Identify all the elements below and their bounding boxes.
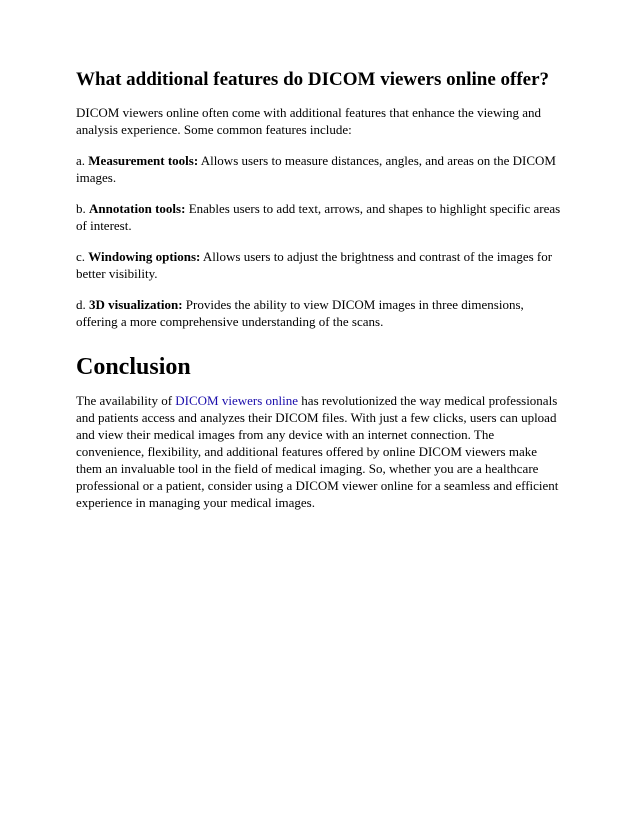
feature-description: Allows users to adjust the brightness and contrast of the images for better visibility.: [76, 249, 553, 281]
feature-item-windowing: [76, 248, 564, 282]
features-intro: DICOM viewers online often come with additional features that enhance the viewing and analysis experience. Some common features include:: [76, 105, 541, 137]
conclusion-text-end: has revolutionized the way medical professionals and patients access and analyzes their DICOM files. With just a few clicks, users can upload and view their medical images from any device with an internet connection. The convenience, flexibility, and additional features offered by online DICOM viewers make them an invaluable tool in the field of medical imaging. So, whether you are a healthcare professional or a patient, consider using a DICOM viewer online for a seamless and efficient experience in managing your medical images.: [76, 393, 559, 510]
feature-term: 3D visualization:: [89, 297, 183, 312]
feature-item-3d-visualization: [76, 296, 564, 330]
feature-description: Provides the ability to view DICOM images in three dimensions, offering a more comprehensive understanding of the scans.: [76, 297, 524, 329]
conclusion-heading: Conclusion: [76, 354, 191, 380]
document-page: [76, 68, 564, 525]
feature-term: Annotation tools:: [89, 201, 186, 216]
feature-description: Enables users to add text, arrows, and shapes to highlight specific areas of interest.: [76, 201, 561, 233]
feature-prefix: a.: [76, 153, 89, 168]
feature-item-annotation: [76, 200, 564, 234]
feature-description: Allows users to measure distances, angles, and areas on the DICOM images.: [76, 153, 556, 185]
feature-prefix: b.: [76, 201, 89, 216]
feature-prefix: d.: [76, 297, 89, 312]
feature-term: Windowing options:: [88, 249, 201, 264]
feature-term: Measurement tools:: [88, 153, 199, 168]
dicom-viewers-online-link[interactable]: DICOM viewers online: [175, 393, 299, 408]
feature-prefix: c.: [76, 249, 89, 264]
conclusion-text-start: The availability of: [76, 393, 176, 408]
feature-item-measurement: [76, 152, 564, 186]
features-heading: What additional features do DICOM viewers online offer?: [76, 69, 550, 90]
conclusion-paragraph: [76, 392, 564, 511]
